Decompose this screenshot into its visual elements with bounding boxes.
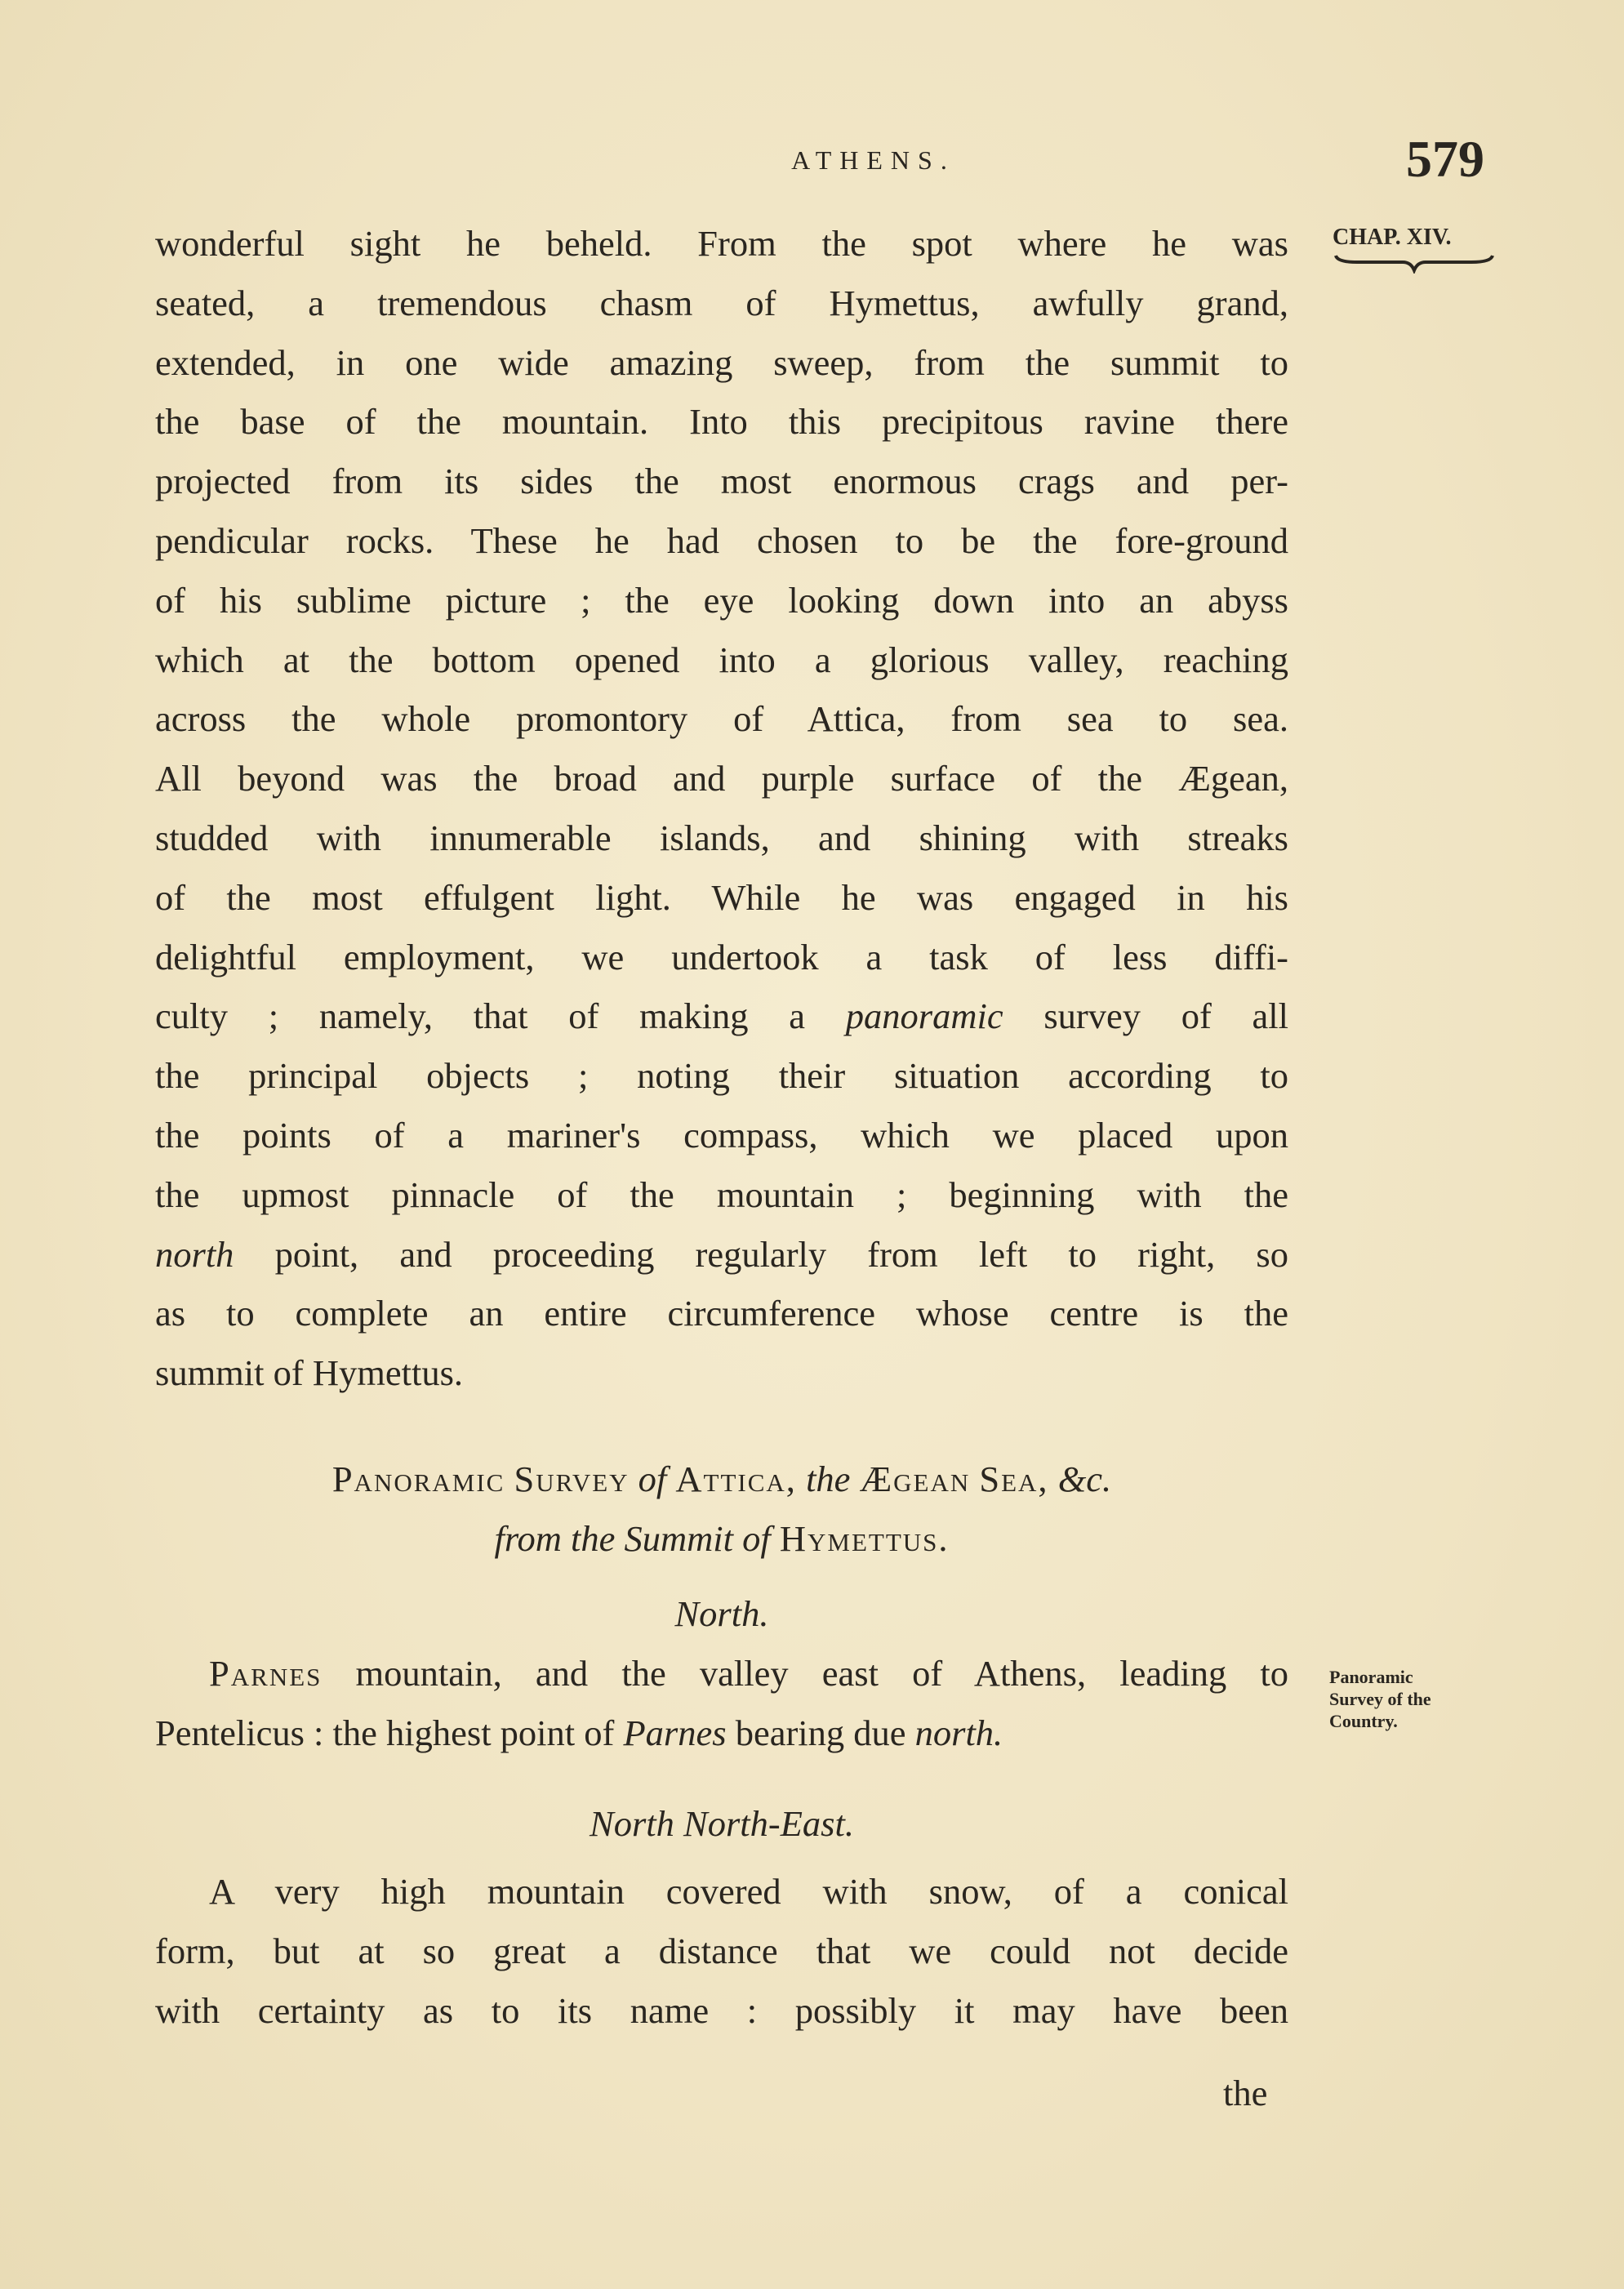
heading-word: of	[742, 1518, 771, 1559]
text-line: delightful employment, we undertook a task of less diffi-	[155, 936, 1288, 978]
text-line: extended, in one wide amazing sweep, from the summit to	[155, 341, 1288, 383]
text-line: seated, a tremendous chasm of Hymettus, awfully grand,	[155, 282, 1288, 323]
text-segment: bearing due	[726, 1712, 915, 1753]
text-line: which at the bottom opened into a glorious valley, reaching	[155, 639, 1288, 680]
text-segment: survey of all	[1003, 995, 1288, 1037]
main-paragraph	[155, 214, 1288, 1403]
text-line: A very high mountain covered with snow, of a conical	[209, 1871, 1288, 1912]
text-line: with certainty as to its name : possibly it may have been	[155, 1990, 1288, 2031]
margin-note-line: Panoramic	[1329, 1667, 1413, 1687]
text-line: the base of the mountain. Into this precipitous ravine there	[155, 401, 1288, 443]
text-line	[155, 1225, 1288, 1285]
section-title-nne: North North-East.	[590, 1803, 854, 1844]
heading-word: Hymettus.	[779, 1518, 950, 1559]
italic-north: north.	[914, 1712, 1003, 1753]
heading-word: Ægean	[859, 1458, 971, 1499]
margin-note-line: Survey of the	[1329, 1689, 1431, 1709]
italic-panoramic: panoramic	[845, 995, 1003, 1037]
text-line: summit of Hymettus.	[155, 1352, 464, 1394]
text-line	[155, 986, 1288, 1046]
text-segment: Pentelicus : the highest point of	[155, 1712, 624, 1753]
text-line: the principal objects ; noting their situation according to	[155, 1055, 1288, 1097]
text-line: All beyond was the broad and purple surface of the Ægean,	[155, 758, 1288, 799]
italic-north: north	[155, 1233, 234, 1275]
heading-word: the	[806, 1458, 851, 1499]
text-line: as to complete an entire circumference whose centre is the	[155, 1293, 1288, 1334]
margin-note-line: Country.	[1329, 1711, 1398, 1731]
text-line: of the most effulgent light. While he was engaged in his	[155, 876, 1288, 918]
text-segment: culty ; namely, that of making a	[155, 995, 846, 1037]
heading-word: from the Summit	[494, 1518, 733, 1559]
text-segment: point, and proceeding regularly from left to right, so	[234, 1233, 1288, 1275]
text-line: of his sublime picture ; the eye looking down into an abyss	[155, 579, 1288, 621]
text-line: projected from its sides the most enormous crags and per-	[155, 461, 1288, 502]
text-line: the upmost pinnacle of the mountain ; beginning with the	[155, 1173, 1288, 1215]
text-line	[155, 1644, 1288, 1703]
place-name: Parnes	[209, 1653, 323, 1694]
margin-note	[1329, 1666, 1493, 1732]
text-line: studded with innumerable islands, and shining with streaks	[155, 817, 1288, 858]
text-line: form, but at so great a distance that we could not decide	[155, 1931, 1288, 1971]
text-segment: mountain, and the valley east of Athens, leading to	[322, 1653, 1288, 1694]
text-line	[155, 1703, 1288, 1763]
chapter-label: CHAP. XIV.	[1333, 225, 1452, 250]
section-north	[155, 1644, 1288, 1763]
text-line: wonderful sight he beheld. From the spot where he was	[155, 223, 1288, 264]
heading-word: &c.	[1057, 1458, 1112, 1499]
text-line: across the whole promontory of Attica, from sea to sea.	[155, 698, 1288, 740]
survey-heading	[155, 1458, 1288, 1500]
chapter-marker	[1333, 225, 1496, 274]
heading-word: of	[638, 1458, 667, 1499]
running-title: ATHENS.	[791, 145, 955, 175]
italic-parnes: Parnes	[623, 1712, 727, 1753]
brace-ornament	[1333, 252, 1496, 274]
heading-word: Survey	[514, 1458, 630, 1499]
heading-word: Attica,	[675, 1458, 797, 1499]
survey-subheading	[155, 1517, 1288, 1560]
text-line: pendicular rocks. These he had chosen to be the fore-ground	[155, 519, 1288, 561]
catchword: the	[1223, 2073, 1268, 2113]
text-line: the points of a mariner's compass, which we placed upon	[155, 1114, 1288, 1156]
heading-word: Sea,	[979, 1458, 1049, 1499]
section-nne	[155, 1862, 1288, 2041]
heading-word: Panoramic	[331, 1458, 505, 1499]
page-number: 579	[1406, 130, 1484, 188]
section-title-north: North.	[674, 1593, 769, 1634]
